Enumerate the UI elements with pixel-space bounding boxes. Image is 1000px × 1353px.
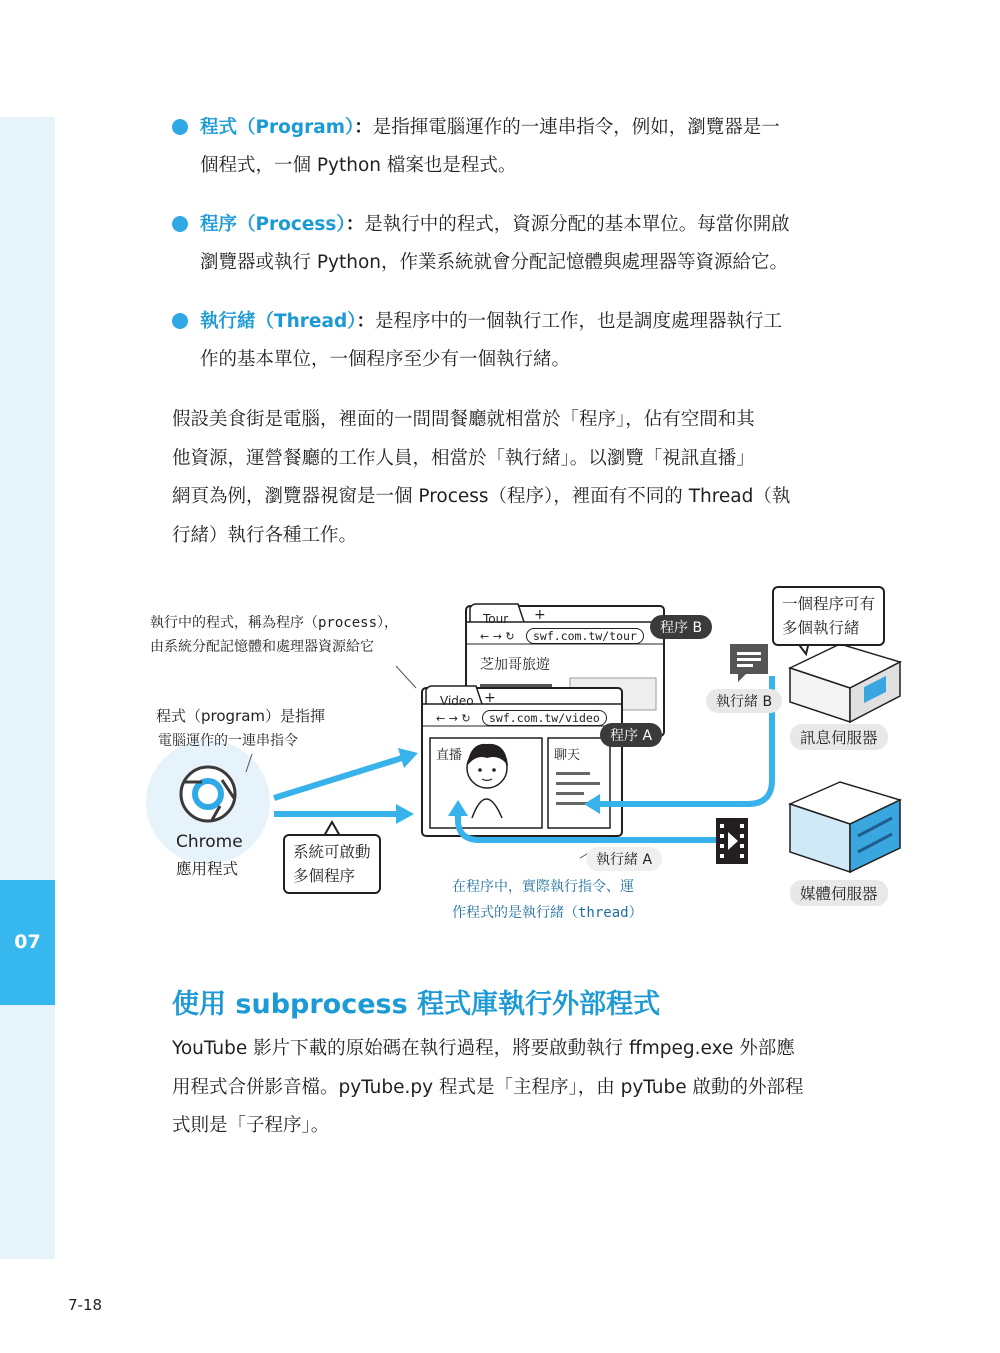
bullet-dot-icon <box>172 119 188 135</box>
process-thread-diagram <box>140 582 910 927</box>
message-server-label: 訊息伺服器 <box>790 724 888 750</box>
message-icon <box>730 644 768 682</box>
svg-text:+: + <box>484 690 496 706</box>
thread-note-line1: 在程序中，實際執行指令、運 <box>452 879 634 895</box>
tour-content: 芝加哥旅遊 <box>480 657 550 673</box>
video-url: swf.com.tw/video <box>482 710 607 726</box>
term-thread: 執行緒（Thread） <box>200 311 357 332</box>
thread-a-tag: 執行緒 A <box>586 847 662 871</box>
chapter-number: 07 <box>14 931 41 953</box>
svg-text:← → ↻: ← → ↻ <box>480 630 515 643</box>
side-band <box>0 117 55 1259</box>
multi-thread-callout: 一個程序可有 多個執行緒 <box>772 586 885 646</box>
term-program: 程式（Program） <box>200 117 355 138</box>
bullet-process: 程序（Process）：是執行中的程式，資源分配的基本單位。每當你開啟 瀏覽器或執行 Python，作業系統就會分配記憶體與處理器等資源給它。 <box>172 206 872 282</box>
multi-process-callout: 系統可啟動 多個程序 <box>283 834 381 894</box>
bullet-line: 作的基本單位，一個程序至少有一個執行緒。 <box>200 349 571 370</box>
note-program-line2: 電腦運作的一連串指令 <box>158 733 298 749</box>
chat-label: 聊天 <box>554 748 581 763</box>
media-server-icon <box>790 782 900 872</box>
bullet-line: 個程式，一個 Python 檔案也是程式。 <box>200 155 517 176</box>
svg-text:← → ↻: ← → ↻ <box>436 712 471 725</box>
bullet-line: 是執行中的程式，資源分配的基本單位。每當你開啟 <box>364 214 790 235</box>
paragraph-analogy: 假設美食街是電腦，裡面的一間間餐廳就相當於「程序」，佔有空間和其 他資源，運營餐廳的工作人員，相當於「執行緒」。以瀏覽「視訊直播」 網頁為例，瀏覽器視窗是一個 Process（程序），裡面有不同的 Thread（執 行緒）執行各種工作。 <box>172 409 791 546</box>
page-number: 7-18 <box>68 1296 103 1314</box>
section-heading: 使用 subprocess 程式庫執行外部程式 <box>172 989 661 1020</box>
svg-text:+: + <box>534 607 546 623</box>
tour-tab-label: Tour <box>483 612 509 626</box>
thread-b-tag: 執行緒 B <box>706 689 782 713</box>
thread-note-line2: 作程式的是執行緒（thread） <box>452 905 643 921</box>
tour-url: swf.com.tw/tour <box>526 628 644 644</box>
bullet-line: 是程序中的一個執行工作，也是調度處理器執行工 <box>374 311 782 332</box>
note-running-line2: 由系統分配記憶體和處理器資源給它 <box>150 639 374 655</box>
bullet-dot-icon <box>172 216 188 232</box>
film-icon <box>716 818 748 864</box>
bullet-line: 瀏覽器或執行 Python，作業系統就會分配記憶體與處理器等資源給它。 <box>200 252 789 273</box>
bullet-program: 程式（Program）：是指揮電腦運作的一連串指令，例如，瀏覽器是一 個程式，一個 Python 檔案也是程式。 <box>172 109 872 185</box>
media-server-label: 媒體伺服器 <box>790 880 888 906</box>
live-label: 直播 <box>436 748 463 763</box>
note-running-line1: 執行中的程式，稱為程序（process）， <box>150 615 399 631</box>
term-process: 程序（Process） <box>200 214 346 235</box>
process-a-tag: 程序 A <box>600 723 662 747</box>
chrome-label: Chrome <box>176 832 243 852</box>
paragraph-subprocess: YouTube 影片下載的原始碼在執行過程，將要啟動執行 ffmpeg.exe 外部應 用程式合併影音檔。pyTube.py 程式是「主程序」，由 pyTube 啟動的外部程 式則是「子程序」。 <box>172 1038 804 1136</box>
process-b-tag: 程序 B <box>650 615 712 639</box>
bullet-line: 是指揮電腦運作的一連串指令，例如，瀏覽器是一 <box>372 117 780 138</box>
chrome-app-label: 應用程式 <box>176 860 239 878</box>
bullet-dot-icon <box>172 313 188 329</box>
chapter-tab <box>0 880 55 1005</box>
note-program-line1: 程式（program）是指揮 <box>156 707 326 725</box>
bullet-thread: 執行緒（Thread）：是程序中的一個執行工作，也是調度處理器執行工 作的基本單位，一個程序至少有一個執行緒。 <box>172 303 872 379</box>
video-tab-label: Video <box>440 694 474 708</box>
